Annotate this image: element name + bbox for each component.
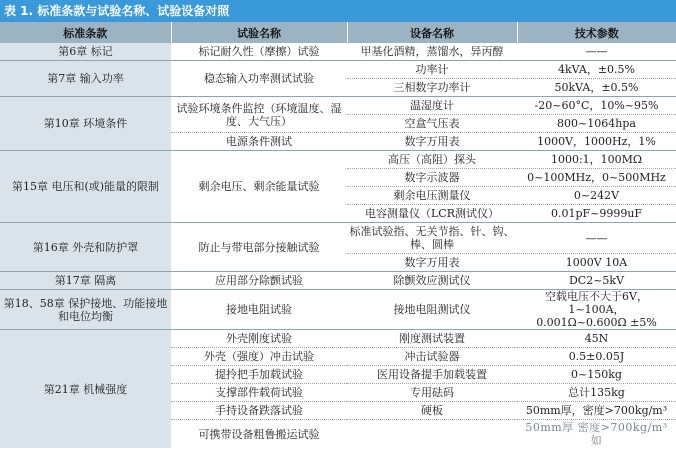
header-row	[0, 22, 676, 43]
header-test: 试验名称	[171, 22, 347, 43]
param-cell: ——	[517, 223, 676, 254]
table-row	[0, 223, 676, 254]
param-cell: 1000V，1000Hz，1%	[517, 133, 676, 151]
param-cell: 0.01pF~9999uF	[517, 205, 676, 223]
param-cell: 50mm厚 密度>700kg/m³ 如	[517, 420, 676, 449]
clause-cell: 第15章 电压和(或)能量的限制	[0, 151, 171, 223]
table-row	[0, 97, 676, 115]
test-cell: 支撑部件载荷试验	[171, 384, 347, 402]
param-cell: 1000:1，100MΩ	[517, 151, 676, 169]
param-cell: DC2~5kV	[517, 272, 676, 290]
equipment-cell: 功率计	[347, 61, 517, 79]
test-cell: 应用部分除颤试验	[171, 272, 347, 290]
equipment-cell: 空盒气压表	[347, 115, 517, 133]
test-cell: 防止与带电部分接触试验	[171, 223, 347, 272]
param-cell	[517, 290, 676, 330]
equipment-cell: 数字万用表	[347, 254, 517, 272]
equipment-cell: 甲基化酒精，蒸馏水，异丙醇	[360, 45, 504, 58]
table-row	[0, 290, 676, 330]
equipment-cell: 除颤效应测试仪	[347, 272, 517, 290]
param-cell: 总计135kg	[517, 384, 676, 402]
equipment-cell: 刚度测试装置	[347, 330, 517, 348]
equipment-cell	[347, 420, 517, 449]
equipment-cell: 数字万用表	[347, 133, 517, 151]
equipment-cell: 接地电阻测试仪	[347, 290, 517, 330]
param-cell: 45N	[517, 330, 676, 348]
param-cell: 1000V 10A	[517, 254, 676, 272]
equipment-cell: 数字示波器	[347, 169, 517, 187]
table-row	[0, 61, 676, 79]
test-cell: 外壳刚度试验	[171, 330, 347, 348]
equipment-cell: 高压（高阻）探头	[347, 151, 517, 169]
param-cell: 4kVA，±0.5%	[517, 61, 676, 79]
test-cell: 提拎把手加载试验	[171, 366, 347, 384]
test-cell: 稳态输入功率测试试验	[171, 61, 347, 97]
header-equipment: 设备名称	[347, 22, 517, 43]
equipment-cell: 标准试验指、无关节指、针、钩、棒、圆棒	[347, 223, 517, 254]
param-cell: 0~242V	[517, 187, 676, 205]
equipment-cell: 医用设备提手加载装置	[347, 366, 517, 384]
clause-cell: 第18、58章 保护接地、功能接地和电位均衡	[0, 290, 171, 330]
test-cell: 接地电阻试验	[171, 290, 347, 330]
header-clause: 标准条款	[0, 22, 171, 43]
clause-cell: 第17章 隔离	[0, 272, 171, 290]
equipment-cell: 专用砝码	[347, 384, 517, 402]
table-row	[0, 272, 676, 290]
table-row	[0, 330, 676, 348]
param-cell: 50mm厚，密度>700kg/m³	[517, 402, 676, 420]
test-cell: 试验环境条件监控（环境温度、湿度、大气压）	[171, 97, 347, 133]
param-cell: ——	[585, 45, 608, 58]
equipment-cell: 剩余电压测量仪	[347, 187, 517, 205]
header-params: 技术参数	[517, 22, 676, 43]
table-row	[0, 43, 676, 61]
param-cell: 0.5±0.05J	[517, 348, 676, 366]
clause-cell: 第16章 外壳和防护罩	[0, 223, 171, 272]
test-cell: 电源条件测试	[171, 133, 347, 151]
table-row	[0, 151, 676, 169]
test-cell: 标记耐久性（摩擦）试验	[198, 45, 320, 58]
equipment-cell: 硬板	[347, 402, 517, 420]
param-cell: -20~60°C，10%~95%	[517, 97, 676, 115]
param-cell: 0~150kg	[517, 366, 676, 384]
test-cell: 外壳（强度）冲击试验	[171, 348, 347, 366]
param-cell: 50kVA，±0.5%	[517, 79, 676, 97]
clause-cell: 第10章 环境条件	[0, 97, 171, 151]
equipment-cell: 三相数字功率计	[347, 79, 517, 97]
table-title: 表 1. 标准条款与试验名称、试验设备对照	[0, 0, 676, 22]
clause-cell: 第21章 机械强度	[0, 330, 171, 449]
param-cell: 800~1064hpa	[517, 115, 676, 133]
test-cell: 可携带设备粗鲁搬运试验	[171, 420, 347, 449]
equipment-cell: 冲击试验器	[347, 348, 517, 366]
param-line: 0.001Ω~0.600Ω ±5%	[536, 316, 657, 329]
standards-table	[0, 22, 676, 448]
clause-cell: 第6章 标记	[0, 43, 171, 61]
param-line: 空载电压不大于6V，1~100A，	[545, 290, 648, 316]
clause-cell: 第7章 输入功率	[0, 61, 171, 97]
test-cell: 手持设备跌落试验	[171, 402, 347, 420]
test-cell: 剩余电压、剩余能量试验	[171, 151, 347, 223]
equipment-cell: 电容测量仪（LCR测试仪）	[347, 205, 517, 223]
equipment-cell: 温湿度计	[347, 97, 517, 115]
param-cell: 0~100MHz，0~500MHz	[517, 169, 676, 187]
